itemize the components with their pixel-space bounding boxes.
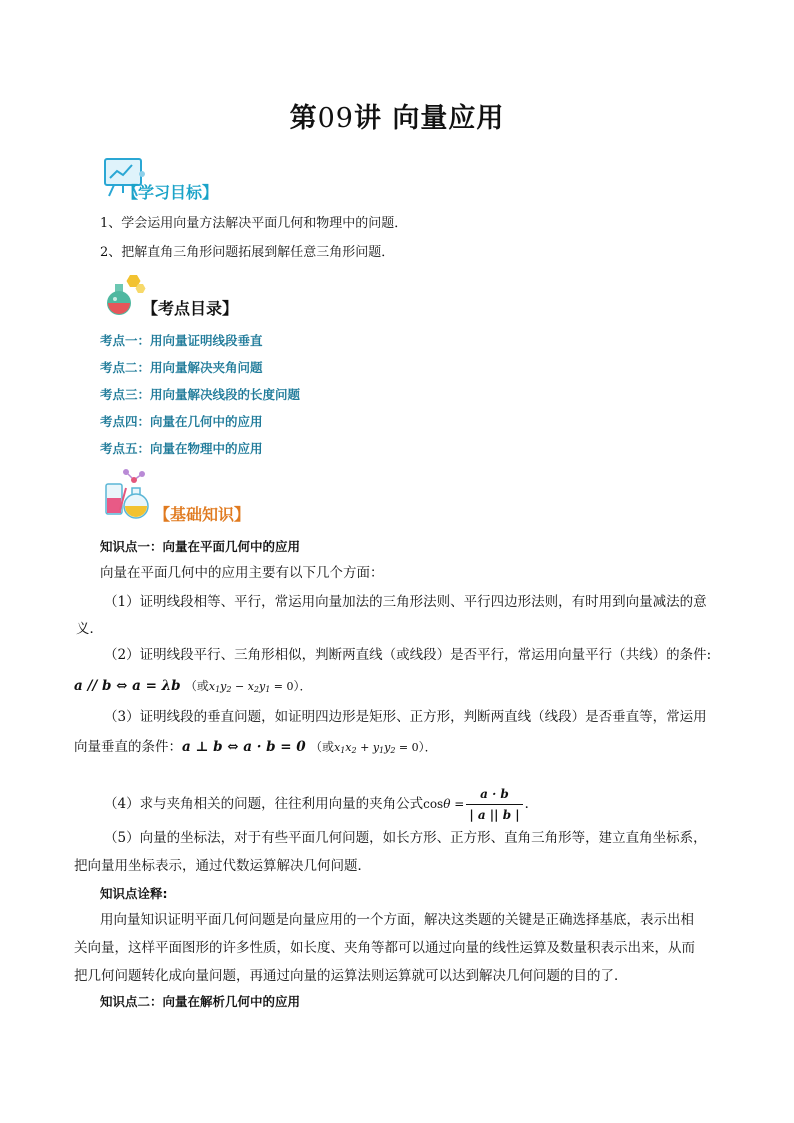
explanation-line-b: 关向量，这样平面图形的许多性质，如长度、夹角等都可以通过向量的线性运算及数量积表示出来，从而 xyxy=(74,940,695,956)
exam-point-3[interactable]: 考点三：用向量解决线段的长度问题 xyxy=(100,387,301,402)
page-title: 第09讲 向量应用 xyxy=(289,103,505,134)
exam-point-4[interactable]: 考点四：向量在几何中的应用 xyxy=(100,414,263,429)
item-1-line-b: 义． xyxy=(76,621,103,637)
perpendicular-condition-line: 向量垂直的条件：a ⊥ b ⇔ a · b = 0 （或$x_1x_2 + y_1y_2 = 0$）． xyxy=(74,739,437,755)
goal-item-1: 1、学会运用向量方法解决平面几何和物理中的问题． xyxy=(100,216,408,231)
knowledge-point-2-title: 知识点二：向量在解析几何中的应用 xyxy=(100,994,301,1009)
basic-knowledge-header xyxy=(102,466,322,522)
cosine-formula: cosθ = xyxy=(423,797,465,811)
item-5-line-a: （5）向量的坐标法，对于有些平面几何问题，如长方形、正方形、直角三角形等，建立直角坐标系， xyxy=(104,830,707,846)
lab-beaker-icon xyxy=(102,466,156,520)
explanation-title: 知识点诠释: xyxy=(100,886,168,901)
item-1-line-a: （1）证明线段相等、平行，常运用向量加法的三角形法则、平行四边形法则，有时用到向量减法的意 xyxy=(104,594,707,610)
learning-goals-header xyxy=(102,156,302,206)
exam-points-label: 【考点目录】 xyxy=(142,299,239,318)
parallel-coordinate-formula: $x_1y_2 - x_2y_1 = 0$ xyxy=(208,680,294,694)
explanation-line-c: 把几何问题转化成向量问题，再通过向量的运算法则运算就可以达到解决几何问题的目的了． xyxy=(74,968,628,984)
exam-point-2[interactable]: 考点二：用向量解决夹角问题 xyxy=(100,360,263,375)
exam-point-1[interactable]: 考点一：用向量证明线段垂直 xyxy=(100,333,263,348)
parallel-condition-formula: a // b ⇔ a = λb （或$x_1y_2 - x_2y_1 = 0$）． xyxy=(74,678,312,694)
item-5-line-b: 把向量用坐标表示，通过代数运算解决几何问题． xyxy=(74,858,371,874)
angle-formula-line: （4）求与夹角相关的问题，往往利用向量的夹角公式cosθ = $\frac{a \cdot b}{| a || b |}$ ． xyxy=(104,784,538,825)
parallel-formula: a // b ⇔ a = λb xyxy=(74,678,181,694)
explanation-line-a: 用向量知识证明平面几何问题是向量应用的一个方面，解决这类题的关键是正确选择基底，表示出相 xyxy=(100,912,694,928)
goal-item-2: 2、把解直角三角形问题拓展到解任意三角形问题． xyxy=(100,245,395,260)
item-3-line-a: （3）证明线段的垂直问题，如证明四边形是矩形、正方形，判断两直线（线段）是否垂直等，常运用 xyxy=(104,709,707,725)
kp1-intro: 向量在平面几何中的应用主要有以下几个方面： xyxy=(100,565,384,581)
item-2-line-a: （2）证明线段平行、三角形相似，判断两直线（或线段）是否平行，常运用向量平行（共线）的条件: xyxy=(104,647,712,663)
knowledge-point-1-title: 知识点一：向量在平面几何中的应用 xyxy=(100,539,301,554)
exam-points-header xyxy=(102,272,302,322)
exam-point-5[interactable]: 考点五：向量在物理中的应用 xyxy=(100,441,263,456)
learning-goals-label: 【学习目标】 xyxy=(122,183,219,202)
perpendicular-coordinate-formula: $x_1x_2 + y_1y_2 = 0$ xyxy=(333,741,419,755)
perpendicular-formula: a ⊥ b ⇔ a · b = 0 xyxy=(182,739,306,755)
basic-knowledge-label: 【基础知识】 xyxy=(154,505,251,524)
